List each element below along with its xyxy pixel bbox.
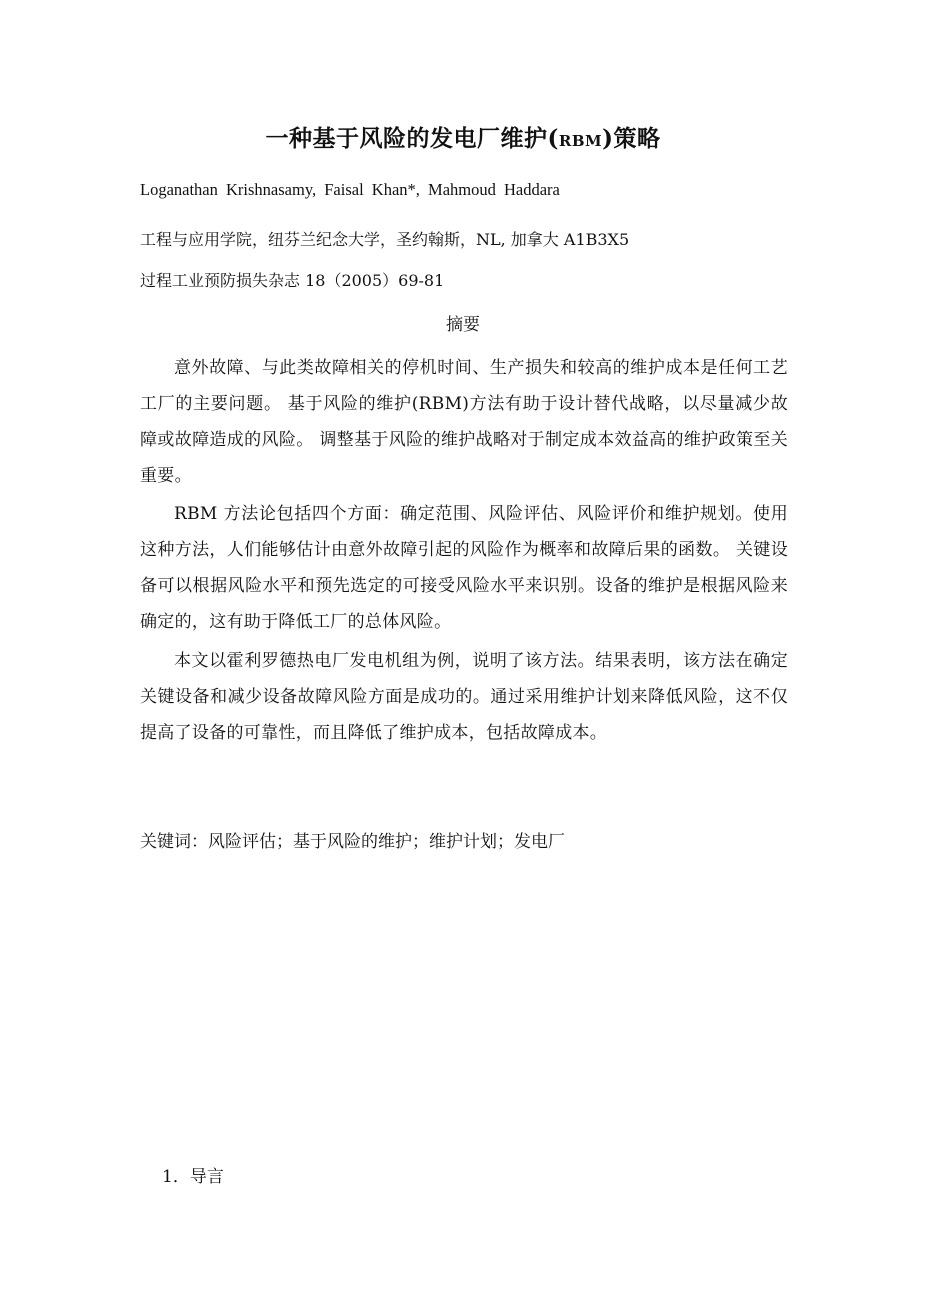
affiliation: 工程与应用学院，纽芬兰纪念大学，圣约翰斯，NL, 加拿大 A1B3X5	[140, 230, 630, 249]
abstract-heading: 摘要	[446, 315, 480, 335]
journal-citation: 过程工业预防损失杂志 18（2005）69-81	[140, 271, 445, 290]
authors: Loganathan Krishnasamy, Faisal Khan*, Mahmoud Haddara	[140, 180, 560, 199]
title-main: 一种基于风险的发电厂维护(	[265, 125, 559, 152]
title-tail: )策略	[602, 125, 661, 152]
section-heading-introduction: 1．导言	[162, 1167, 224, 1187]
abstract-paragraph: 意外故障、与此类故障相关的停机时间、生产损失和较高的维护成本是任何工艺工厂的主要问题。 基于风险的维护(RBM)方法有助于设计替代战略，以尽量减少故障或故障造成的风险。 调整基于风险的维护战略对于制定成本效益高的维护政策至关重要。	[140, 358, 788, 486]
paper-title	[140, 120, 786, 153]
abstract-paragraph: 本文以霍利罗德热电厂发电机组为例，说明了该方法。结果表明，该方法在确定关键设备和减少设备故障风险方面是成功的。通过采用维护计划来降低风险，这不仅提高了设备的可靠性，而且降低了维护成本，包括故障成本。	[140, 651, 788, 743]
keywords: 关键词：风险评估；基于风险的维护；维护计划；发电厂	[140, 832, 565, 852]
title-abbrev: RBM	[558, 132, 603, 150]
abstract-paragraph: RBM 方法论包括四个方面：确定范围、风险评估、风险评价和维护规划。使用这种方法，人们能够估计由意外故障引起的风险作为概率和故障后果的函数。 关键设备可以根据风险水平和预先选定的可接受风险水平来识别。设备的维护是根据风险来确定的，这有助于降低工厂的总体风险。	[140, 504, 788, 632]
